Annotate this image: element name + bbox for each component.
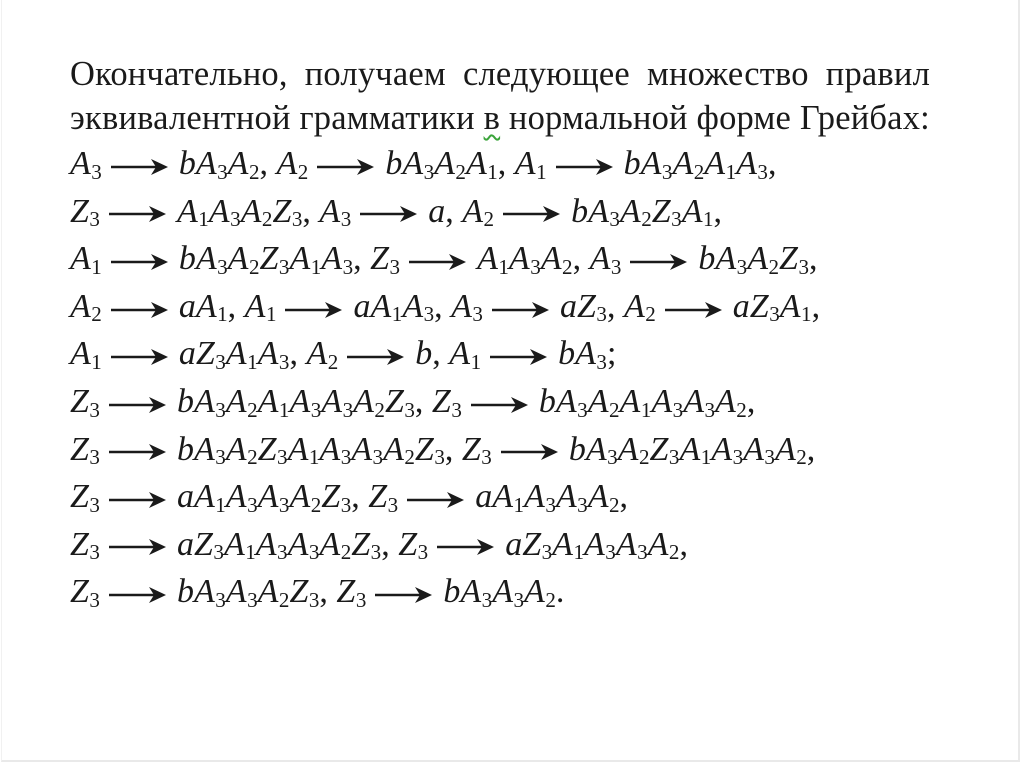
grammar-symbol: $A_1$ [70,335,102,374]
rule-rhs [179,335,290,372]
rule-separator: , [353,240,371,278]
grammar-symbol: $Z_3$ [70,525,100,565]
rule-rhs [415,335,432,372]
grammar-symbol: $A_3$ [575,335,607,374]
rule-separator: . [555,573,565,611]
grammar-symbol: $A_1$ [193,478,226,517]
rule-separator: , [445,192,463,230]
rule-arrow-icon [492,300,550,320]
grammar-symbol: $A_2$ [257,573,290,612]
grammar-symbol: $A_1$ [477,240,509,279]
grammar-symbol: $A_3$ [583,525,616,565]
rule-rhs [624,145,768,182]
grammar-symbol: b [443,573,461,611]
production-rule [70,240,370,277]
rule-lhs [70,335,102,372]
grammar-symbol: b [568,430,586,468]
grammar-symbol: $A_3$ [195,240,228,279]
grammar-symbol: $A_1$ [244,287,277,327]
rule-line [70,568,930,616]
rule-lhs [70,288,102,325]
production-rule [449,335,616,372]
rule-separator: , [746,382,756,420]
production-rule [590,240,818,277]
grammar-symbol: $A_3$ [402,145,435,184]
rule-lhs [319,193,351,230]
production-rule [624,288,820,325]
production-rule [70,573,336,610]
grammar-symbol: $A_1$ [449,335,482,374]
grammar-symbol: $A_2$ [227,240,260,279]
grammar-symbol: $Z_3$ [257,430,288,470]
grammar-symbol: $A_2$ [70,287,102,327]
rule-lhs [432,383,462,420]
grammar-symbol: a [176,525,194,563]
grammar-symbol: b [176,382,194,420]
grammar-symbol: $Z_3$ [70,382,100,422]
grammar-symbol: $A_1$ [289,240,322,279]
grammar-symbol: $A_1$ [223,525,256,565]
rule-rhs [179,240,353,277]
rule-line [70,426,930,474]
rule-arrow-icon [503,204,561,224]
grammar-symbol: $A_3$ [492,573,525,612]
grammar-rules-list [70,140,930,616]
rule-line [70,140,930,188]
production-rule [70,383,432,420]
production-rule [306,335,449,372]
grammar-symbol: a [176,478,194,516]
rule-lhs [306,335,338,372]
grammar-symbol: $Z_3$ [431,382,462,422]
grammar-symbol: $A_3$ [257,335,290,374]
grammar-symbol: $Z_3$ [522,525,553,565]
grammar-symbol: $A_3$ [651,382,684,422]
grammar-symbol: $A_2$ [289,478,322,517]
rule-line [70,521,930,569]
rule-rhs [698,240,809,277]
rule-rhs [177,478,351,515]
grammar-symbol: a [475,478,493,516]
rule-separator: , [606,287,624,325]
grammar-symbol: $A_2$ [647,525,680,565]
rule-separator: , [811,287,821,325]
rule-arrow-icon [407,490,465,510]
rule-lhs [624,288,656,325]
rule-lhs [70,478,100,515]
grammar-symbol: $Z_3$ [398,525,429,565]
grammar-symbol: b [178,145,196,182]
rule-rhs [569,431,807,468]
rule-separator: , [302,192,320,230]
rule-rhs [558,335,607,372]
production-rule [70,526,398,563]
grammar-symbol: $A_3$ [319,430,352,470]
rule-lhs [70,145,102,182]
production-rule [462,431,815,468]
rule-separator: , [259,145,277,182]
grammar-symbol: b [178,240,196,278]
rule-arrow-icon [111,252,169,272]
grammar-symbol: a [178,335,196,373]
grammar-symbol: $A_3$ [321,382,354,422]
production-rule [70,145,276,182]
rule-rhs [539,383,747,420]
rule-arrow-icon [109,395,167,415]
production-rule [370,240,589,277]
intro-paragraph [70,52,930,140]
grammar-symbol: $A_3$ [351,430,384,470]
grammar-symbol: $Z_3$ [651,192,682,232]
grammar-symbol: a [178,287,196,325]
grammar-symbol: $A_3$ [555,382,588,422]
rule-lhs [245,288,277,325]
grammar-symbol: $A_2$ [715,382,747,422]
grammar-symbol: $A_2$ [617,430,650,470]
grammar-symbol: $A_3$ [193,382,226,422]
production-rule [336,573,564,610]
rule-lhs [462,193,494,230]
grammar-symbol: $A_3$ [451,287,483,327]
grammar-symbol: $Z_3$ [461,430,492,470]
grammar-symbol: $Z_3$ [193,525,224,565]
grammar-symbol: $A_2$ [353,382,385,422]
intro-text-before: Окончательно, получаем следующее множество правил эквивалентной грамматики [70,55,930,137]
rule-arrow-icon [556,157,614,177]
production-rule [462,193,722,230]
rule-arrow-icon [109,490,167,510]
rule-arrow-icon [471,395,529,415]
grammar-symbol: $A_3$ [743,430,775,470]
rule-arrow-icon [375,585,433,605]
grammar-symbol: $A_3$ [195,145,228,184]
rule-line [70,473,930,521]
rule-rhs [179,288,228,325]
grammar-symbol: $A_1$ [704,145,737,184]
rule-line [70,378,930,426]
production-rule [368,478,628,515]
rule-separator: , [619,478,629,516]
rule-lhs [70,573,100,610]
grammar-symbol: $A_3$ [289,382,322,422]
grammar-symbol: $A_3$ [225,573,258,612]
grammar-symbol: $A_2$ [225,430,258,470]
rule-lhs [336,573,366,610]
rule-lhs [590,240,622,277]
grammar-symbol: $Z_3$ [649,430,680,470]
rule-rhs [505,526,679,563]
rule-rhs [353,288,434,325]
grammar-symbol: $Z_3$ [336,573,367,612]
grammar-symbol: $Z_3$ [370,240,401,279]
grammar-symbol: b [176,430,194,468]
grammar-symbol: $A_3$ [225,478,258,517]
rule-rhs [733,288,812,325]
rule-arrow-icon [347,347,405,367]
rule-rhs [428,193,445,230]
rule-lhs [451,288,483,325]
grammar-symbol: $A_1$ [257,382,290,422]
rule-separator: , [497,145,515,182]
grammar-symbol: $Z_3$ [70,430,100,470]
rule-arrow-icon [630,252,688,272]
rule-separator: , [806,430,816,468]
rule-lhs [370,240,400,277]
grammar-symbol: $A_1$ [370,287,403,327]
production-rule [70,478,368,515]
grammar-symbol: $A_2$ [225,382,258,422]
rule-separator: , [227,287,245,325]
rule-separator: , [414,382,432,420]
rule-line [70,330,930,378]
rule-line [70,235,930,283]
grammar-symbol: b [415,335,433,373]
rule-rhs [560,288,607,325]
grammar-symbol: $A_2$ [383,430,415,470]
rule-separator: , [434,287,452,325]
grammar-symbol: $A_3$ [460,573,493,612]
rule-separator: , [713,192,723,230]
grammar-symbol: $A_2$ [774,430,807,470]
grammar-symbol: a [559,287,577,325]
rule-arrow-icon [437,537,495,557]
rule-separator: , [319,573,337,611]
grammar-symbol: $A_3$ [319,192,352,232]
rule-separator: , [289,335,307,373]
grammar-symbol: $A_1$ [195,287,228,327]
rule-separator: , [767,145,777,182]
grammar-symbol: $A_3$ [589,240,622,279]
grammar-symbol: $A_3$ [321,240,354,279]
grammar-symbol: $A_1$ [465,145,498,184]
rule-separator: , [351,478,369,516]
production-rule [70,335,306,372]
rule-lhs [70,383,100,420]
grammar-symbol: $A_2$ [540,240,573,279]
rule-rhs [177,383,415,420]
rule-arrow-icon [501,442,559,462]
grammar-symbol: $Z_3$ [576,287,607,327]
grammar-symbol: $A_3$ [640,145,673,184]
rule-separator: , [572,240,590,278]
rule-arrow-icon [109,442,167,462]
grammar-symbol: $Z_3$ [368,478,399,517]
production-rule [432,383,755,420]
grammar-symbol: a [353,287,371,325]
rule-separator: , [381,525,399,563]
rule-arrow-icon [317,157,375,177]
grammar-symbol: $A_3$ [736,145,768,184]
grammar-symbol: $A_2$ [240,192,273,232]
grammar-symbol: $A_3$ [208,192,241,232]
rule-lhs [70,526,100,563]
grammar-symbol: $A_3$ [588,192,620,232]
grammar-symbol: b [538,382,556,420]
rule-separator: , [809,240,818,278]
grammar-symbol: $A_3$ [255,525,288,565]
rule-arrow-icon [111,157,169,177]
production-rule [451,288,624,325]
rule-arrow-icon [409,252,467,272]
grammar-symbol: $A_3$ [715,240,748,279]
grammar-symbol: $A_3$ [585,430,618,470]
rule-rhs [475,478,619,515]
grammar-symbol: b [558,335,576,373]
rule-separator: , [444,430,462,468]
rule-separator: , [432,335,450,373]
rule-arrow-icon [665,300,723,320]
rule-arrow-icon [360,204,418,224]
rule-separator: ; [606,335,617,373]
rule-lhs [70,193,100,230]
production-rule [70,288,245,325]
intro-text-after: нормальной форме Грейбах: [500,99,930,137]
rule-lhs [515,145,547,182]
grammar-symbol: $A_1$ [287,430,320,470]
grammar-symbol: $A_3$ [193,573,226,612]
production-rule [245,288,451,325]
rule-rhs [571,193,713,230]
rule-lhs [276,145,308,182]
grammar-symbol: $Z_3$ [414,430,445,470]
rule-rhs [177,193,302,230]
grammar-symbol: $A_2$ [619,192,652,232]
grammar-symbol: $A_2$ [524,573,556,612]
grammar-symbol: $A_2$ [276,145,309,184]
grammar-symbol: $A_1$ [225,335,258,374]
grammar-symbol: $A_1$ [70,240,102,279]
rule-rhs [177,431,445,468]
grammar-symbol: $A_1$ [681,192,714,232]
grammar-symbol: $Z_3$ [321,478,352,517]
production-rule [515,145,777,182]
production-rule [276,145,514,182]
rule-line [70,188,930,236]
grammar-symbol: $Z_3$ [70,192,100,232]
grammar-symbol: $A_2$ [623,287,656,327]
grammar-symbol: $A_1$ [619,382,652,422]
rule-arrow-icon [111,300,169,320]
rule-lhs [398,526,428,563]
grammar-symbol: a [428,192,446,230]
rule-rhs [443,573,555,610]
grammar-symbol: $Z_3$ [289,573,320,612]
grammar-symbol: $A_3$ [555,478,588,517]
grammar-symbol: b [176,573,194,611]
rule-arrow-icon [490,347,548,367]
production-rule [70,193,319,230]
rule-rhs [477,240,572,277]
rule-arrow-icon [109,585,167,605]
grammar-symbol: $A_2$ [434,145,466,184]
grammar-symbol: $Z_3$ [70,478,100,517]
grammar-symbol: $Z_3$ [70,573,100,612]
grammar-symbol: $A_3$ [711,430,744,470]
rule-rhs [385,145,497,182]
grammar-symbol: a [732,287,750,325]
rule-lhs [70,240,102,277]
grammar-symbol: $A_3$ [287,525,320,565]
rule-lhs [462,431,492,468]
slide-content [70,52,930,616]
production-rule [319,193,462,230]
production-rule [70,431,462,468]
rule-lhs [449,335,481,372]
rule-arrow-icon [109,537,167,557]
grammar-symbol: $A_3$ [402,287,435,327]
grammar-symbol: $A_2$ [227,145,260,184]
rule-line [70,283,930,331]
rule-lhs [368,478,398,515]
rule-rhs [179,145,260,182]
grammar-symbol: $A_3$ [683,382,716,422]
grammar-symbol: $A_1$ [492,478,525,517]
grammar-symbol: $A_3$ [70,145,102,184]
grammar-symbol: $Z_3$ [195,335,226,374]
rule-arrow-icon [109,204,167,224]
grammar-symbol: $Z_3$ [384,382,415,422]
grammar-symbol: $A_3$ [257,478,290,517]
grammar-symbol: $Z_3$ [351,525,382,565]
grammar-symbol: $Z_3$ [259,240,290,279]
grammar-symbol: $A_1$ [514,145,547,184]
grammar-symbol: $A_3$ [508,240,541,279]
grammar-symbol: $A_2$ [587,382,620,422]
grammar-symbol: $A_1$ [176,192,209,232]
grammar-symbol: b [623,145,641,182]
grammar-symbol: $A_2$ [462,192,495,232]
grammar-symbol: $A_1$ [552,525,584,565]
grammar-symbol: $A_3$ [615,525,648,565]
grammar-symbol: $A_2$ [672,145,705,184]
grammar-symbol: $Z_3$ [749,287,780,327]
grammar-symbol: $A_2$ [319,525,352,565]
grammar-symbol: $A_3$ [524,478,556,517]
grammar-symbol: $A_3$ [193,430,226,470]
grammar-symbol: $Z_3$ [779,240,810,279]
rule-lhs [70,431,100,468]
rule-separator: , [679,525,688,563]
grammar-symbol: b [385,145,403,182]
grammar-symbol: $Z_3$ [272,192,303,232]
spellcheck-marked-word: в [483,99,501,137]
rule-rhs [177,526,381,563]
grammar-symbol: a [505,525,523,563]
grammar-symbol: b [698,240,716,278]
rule-rhs [177,573,319,610]
grammar-symbol: $A_2$ [747,240,780,279]
grammar-symbol: $A_2$ [587,478,620,517]
grammar-symbol: b [571,192,589,230]
rule-arrow-icon [285,300,343,320]
production-rule [398,526,688,563]
grammar-symbol: $A_2$ [306,335,339,374]
grammar-symbol: $A_1$ [779,287,812,327]
grammar-symbol: $A_1$ [679,430,712,470]
rule-arrow-icon [111,347,169,367]
